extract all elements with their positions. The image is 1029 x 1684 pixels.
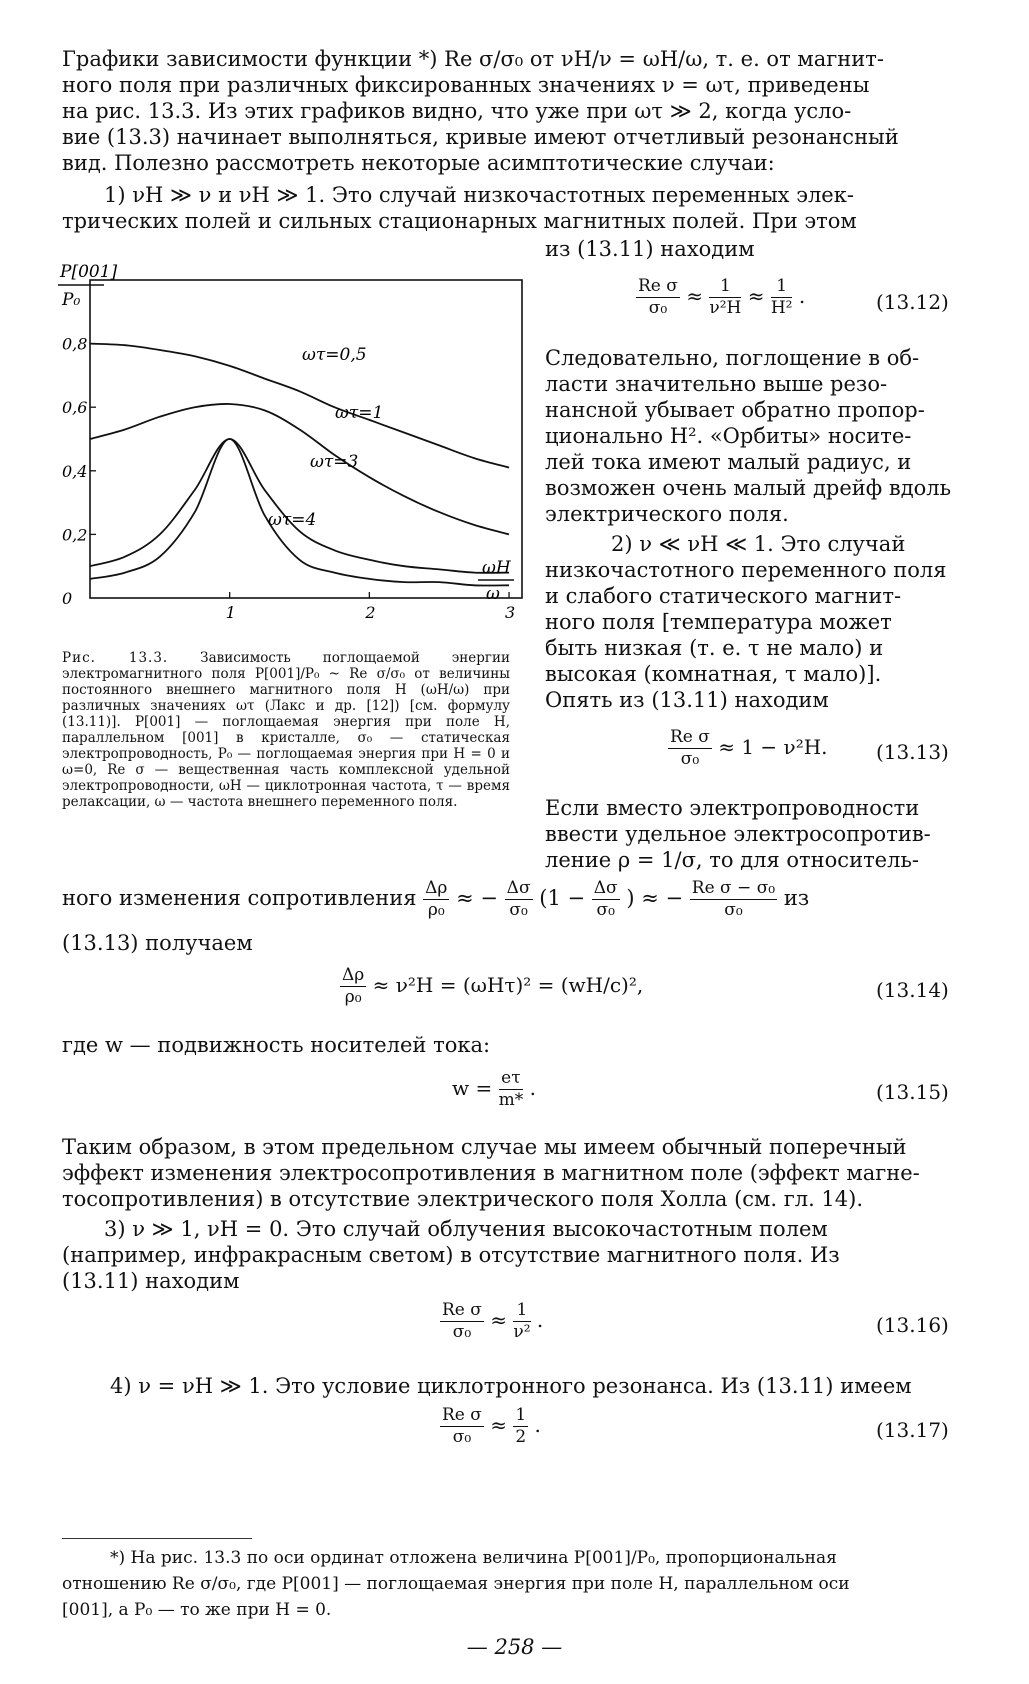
text-line: ласти значительно выше резо- [545,372,888,396]
text-line: лей тока имеют малый радиус, и [545,450,912,474]
fraction-den: ν² [513,1322,531,1342]
curve-label-wt-05: ωτ=0,5 [302,345,367,365]
fraction-num: 1 [513,1300,530,1322]
text-line: тосопротивления) в отсутствие электрического поля Холла (см. гл. 14). [62,1187,864,1211]
curve-label-wt-4: ωτ=4 [268,510,317,530]
text-line: вие (13.3) начинает выполняться, кривые имеют отчетливый резонансный [62,125,899,149]
text-line: трических полей и сильных стационарных магнитных полей. При этом [62,209,857,233]
approx-sign: ≈ [490,1308,507,1332]
fraction-num: 1 [771,276,793,298]
fraction-den: σ₀ [452,1427,472,1447]
text-line: высокая (комнатная, τ мало)]. [545,662,882,686]
text-line: (13.13) получаем [62,931,253,955]
text-line: ного поля при различных фиксированных значениях ν = ωτ, приведены [62,73,870,97]
equation-label: (13.12) [876,290,949,314]
figure-13-3-chart [40,255,540,645]
text-line: Таким образом, в этом предельном случае мы имеем обычный поперечный [62,1135,907,1159]
equation-label: (13.13) [876,740,949,764]
fraction-num: Δρ [425,878,448,898]
curve-label-wt-3: ωτ=3 [310,452,359,472]
y-axis-label-num: P[001] [60,262,118,282]
figure-caption [62,650,510,810]
text-line: низкочастотного переменного поля [545,558,947,582]
fraction-den: σ₀ [452,1322,472,1342]
y-tick-label: 0,6 [62,398,88,418]
y-tick-label: 0,2 [62,525,88,545]
equation-label: (13.17) [876,1418,949,1442]
footnote-line: отношению Re σ/σ₀, где P[001] — поглощаемая энергия при поле H, параллельном оси [62,1574,850,1594]
text-line: Графики зависимости функции *) Re σ/σ₀ от νH/ν = ωH/ω, т. е. от магнит- [62,47,884,71]
fraction-num: Δσ [593,878,618,898]
series-line-1 [90,344,509,468]
curve-label-wt-1: ωτ=1 [335,403,384,423]
fraction-num: eτ [499,1068,524,1090]
approx-sign: ≈ [490,1413,507,1437]
footnote-rule [62,1538,252,1539]
equation-label: (13.16) [876,1313,949,1337]
text-line: возможен очень малый дрейф вдоль [545,476,952,500]
fraction-den: σ₀ [724,900,743,920]
footnote-line: [001], а P₀ — то же при H = 0. [62,1600,332,1620]
text-line: ввести удельное электросопротив- [545,822,931,846]
resistance-line [62,878,809,921]
text-line: 4) ν = νH ≫ 1. Это условие циклотронного резонанса. Из (13.11) имеем [110,1374,912,1398]
x-axis-label-num: ωH [482,558,511,578]
text-line: Опять из (13.11) находим [545,688,829,712]
text-line: эффект изменения электросопротивления в магнитном поле (эффект магне- [62,1161,920,1185]
caption-label: Рис. 13.3. [62,650,169,666]
text-line: ление ρ = 1/σ, то для относитель- [545,848,919,872]
fraction-den: ρ₀ [427,900,445,920]
fraction-den: ρ₀ [344,987,362,1007]
equation-13-17: $\frac{\text{Re σ}}{\text{σ₀}}$ ≈ $\frac{1}{2}$ . [442,1405,541,1447]
plot-frame [90,280,522,598]
fraction-den: H² [770,298,793,318]
x-tick-label: 2 [365,603,376,622]
text-line: и слабого статического магнит- [545,584,902,608]
text-line: Если вместо электропроводности [545,796,920,820]
text-segment: (1 − [539,886,586,910]
fraction-den: ν²H [709,298,742,318]
series-line-3 [90,439,509,573]
x-tick-label: 3 [505,603,516,622]
equation-13-12: $\frac{\text{Re σ}}{\text{σ₀}}$ ≈ $\frac{1}{\text{ν²H}}$ ≈ $\frac{1}{\text{H²}}$ . [638,276,806,318]
equation-rhs: ≈ ν²H = (ωHτ)² = (wH/c)², [372,973,644,997]
fraction-den: σ₀ [509,900,528,920]
equation-13-14 [340,965,643,1008]
text-line: 1) νH ≫ ν и νH ≫ 1. Это случай низкочастотных переменных элек- [104,183,854,207]
text-segment: из [783,886,810,910]
fraction-den: σ₀ [648,298,668,318]
caption-text: Зависимость поглощаемой энергии электромагнитного поля P[001]/P₀ ~ Re σ/σ₀ от величины постоянного внешнего магнитного поля H (ωH/ω) при различных значениях ωτ (Лакс и др. [12]) [см. формулу (13.11)]. P[001] — поглощаемая энергия при поле H, параллельном [001] в кристалле, σ₀ — статическая электропроводность, P₀ — поглощаемая энергия при H = 0 и ω=0, Re σ — вещественная часть комплексной удельной электропроводности, ωH — циклотронная частота, τ — время релаксации, ω — частота внешнего переменного поля. [62,650,511,810]
equation-13-15: w = $\frac{e\tau}{m*}$ . [452,1068,536,1110]
fraction-num: 1 [515,1405,527,1425]
equation-label: (13.15) [876,1080,949,1104]
text-segment: ) ≈ − [626,886,684,910]
y-axis-label [58,262,118,310]
curves-group [90,344,509,586]
text-line: где w — подвижность носителей тока: [62,1033,491,1057]
text-line: ного поля [температура может [545,610,892,634]
fraction-den: m* [498,1090,524,1110]
text-line: вид. Полезно рассмотреть некоторые асимптотические случаи: [62,151,775,175]
equation-lhs: w = [452,1076,493,1100]
text-line: нансной убывает обратно пропор- [545,398,925,422]
fraction-num: Re σ − σ₀ [691,878,776,898]
fraction-num: 1 [709,276,741,298]
ticks-group [62,335,515,622]
fraction-den: σ₀ [680,749,700,769]
text-line: ционально H². «Орбиты» носите- [545,424,912,448]
y-tick-label: 0 [62,589,73,608]
equation-label: (13.14) [876,978,949,1002]
text-line: (например, инфракрасным светом) в отсутствие магнитного поля. Из [62,1243,840,1267]
equation-13-13 [668,727,828,770]
y-tick-label: 0,4 [62,461,88,481]
text-line: быть низкая (т. е. τ не мало) и [545,636,884,660]
text-line: из (13.11) находим [545,237,755,261]
fraction-num: Δσ [506,878,531,898]
y-axis-label-den: P₀ [62,290,81,310]
fraction-num: Re σ [670,727,710,747]
fraction-num: Δρ [342,965,365,985]
x-axis-label-den: ω [486,584,500,604]
text-line: 3) ν ≫ 1, νH = 0. Это случай облучения высокочастотным полем [104,1217,828,1241]
approx-sign: ≈ [747,284,765,308]
page-number: — 258 — [466,1635,563,1659]
text-line: электрического поля. [545,502,789,526]
text-line: (13.11) находим [62,1269,240,1293]
approx-sign: ≈ [686,284,703,308]
fraction-den: σ₀ [596,900,615,920]
curve-labels [268,345,383,530]
footnote-line: *) На рис. 13.3 по оси ординат отложена величина P[001]/P₀, пропорциональная [110,1548,837,1568]
fraction-num: Re σ [442,1300,482,1320]
fraction-den: 2 [515,1427,527,1447]
footnote [62,1545,967,1623]
text-segment: ного изменения сопротивления [62,886,417,910]
fraction-num: Re σ [638,276,678,296]
y-tick-label: 0,8 [62,334,88,354]
equation-rhs: ≈ 1 − ν²H. [718,735,828,759]
text-segment: ≈ − [456,886,498,910]
text-line: 2) ν ≪ νH ≪ 1. Это случай [611,532,906,556]
text-line: Следовательно, поглощение в об- [545,346,920,370]
equation-13-16: $\frac{\text{Re σ}}{\text{σ₀}}$ ≈ $\frac{1}{\text{ν²}}$ . [442,1300,544,1342]
text-line: на рис. 13.3. Из этих графиков видно, что уже при ωτ ≫ 2, когда усло- [62,99,852,123]
x-tick-label: 1 [225,603,236,622]
fraction-num: Re σ [442,1405,482,1425]
